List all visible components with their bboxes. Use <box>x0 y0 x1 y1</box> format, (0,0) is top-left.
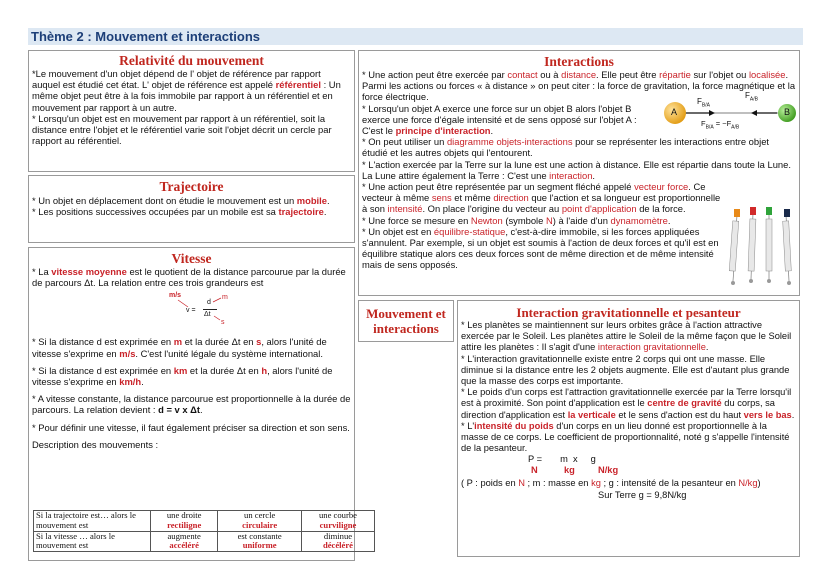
mouvements-table <box>33 510 375 552</box>
object-b-label: B <box>784 107 791 117</box>
trajectoire-box <box>28 175 355 243</box>
trajectoire-text: * Un objet en déplacement dont on étudie le mouvement est un mobile. * Les positions successives occupées par un mobile est sa trajectoire. <box>32 195 330 218</box>
force-ab-label: $F_{A/B}$ <box>745 91 758 103</box>
relativite-text: *Le mouvement d'un objet dépend de l' objet de référence par rapport auquel est étudié cet état. L' objet de référence est appelé référentiel : Un même objet peut être à la fois immobile par rapport à un référentiel et en mouvement par rapport à un autre. * Lorsqu'un objet est en mouvement par rapport à un référentiel, soit la distance entre l'objet et le référentiel varie soit l'objet décrit un cercle par rapport au référentiel. <box>32 68 341 147</box>
vitesse-text-2: * Si la distance d est exprimée en m et la durée Δt en s, alors l'unité de vitesse s'exprime en m/s. C'est l'unité légale du système international. * Si la distance d est exprimée en km et la durée Δt en h, alors l'unité de vitesse s'exprime en km/h. * A vitesse constante, la distance parcourue est proportionnelle à la durée de parcours. La relation devient : d = v x Δt. * Pour définir une vitesse, il faut également préciser sa direction et son sens. Description des mouvements : <box>32 336 351 450</box>
poids-equation: P = m x g N kg N/kg <box>528 454 619 476</box>
term-vitesse-moyenne: vitesse moyenne <box>51 266 127 277</box>
relativite-box <box>28 50 355 172</box>
gravitation-box <box>457 300 800 557</box>
term-mobile: mobile <box>296 195 327 206</box>
interaction-diagram <box>657 91 797 137</box>
interaction-diagram-graphic <box>657 97 797 137</box>
relativite-title: Relativité du mouvement <box>119 53 264 68</box>
force-equation: $F_{B/A} = -F_{A/B}$ <box>701 119 740 131</box>
term-trajectoire: trajectoire <box>278 206 324 218</box>
page-title: Thème 2 : Mouvement et interactions <box>28 28 803 45</box>
vitesse-box <box>28 247 355 561</box>
vitesse-formula: m/s v = d m Δt s <box>169 292 259 332</box>
formula-arrows <box>169 292 259 332</box>
gravitation-text: * Les planètes se maintiennent sur leurs orbites grâce à l'action attractive exercée par le Soleil. Les planètes attire le Soleil de la même façon que le Soleil attire les planètes : Il s'agit d'une interaction gravitationnelle. * L'interaction gravitationnelle existe entre 2 corps qui ont une masse. Elle diminue si la distance entre les 2 objets augmente. Elle est d'autant plus grande que la masse des corps est importante. * Le poids d'un corps est l'attraction gravitationnelle exercée par la Terre lorsqu'il est à proximité. Son point d'application est le centre de gravité du corps, sa direction d'application est la verticale et le sens d'action est du haut vers le bas. * L'intensité du poids d'un corps en un lieu donné est proportionnelle à la masse de ce corps. Le coefficient de proportionnalité, noté g s'appelle l'intensité de la pesanteur. <box>461 320 795 454</box>
g-terre: Sur Terre g = 9,8N/kg <box>598 489 687 500</box>
interactions-title: Interactions <box>544 54 614 69</box>
table-row: Si la vitesse … alors le mouvement est augmente accéléré est constante uniforme diminue décéléré <box>34 531 375 552</box>
poids-legend: ( P : poids en N ; m : masse en kg ; g : intensité de la pesanteur en N/kg) <box>461 478 761 489</box>
dynamometres-illustration <box>729 201 799 291</box>
table-row: Si la trajectoire est… alors le mouvement est une droite rectiligne un cercle circulaire une courbe curviligne <box>34 511 375 532</box>
trajectoire-title: Trajectoire <box>159 179 224 194</box>
mvt-label-line1: Mouvement et <box>366 306 446 321</box>
mvt-interactions-label-box <box>358 300 454 342</box>
mvt-label-line2: interactions <box>373 321 439 336</box>
interactions-box <box>358 50 800 296</box>
dynamometre-icon <box>729 201 799 291</box>
term-referentiel: référentiel <box>275 79 321 91</box>
vitesse-text: * La vitesse moyenne est le quotient de la distance parcourue par la durée de parcours Δt. La relation entre ces trois grandeurs est <box>32 266 346 289</box>
vitesse-title: Vitesse <box>171 251 212 266</box>
interactions-text: * Une action peut être exercée par contact ou à distance. Elle peut être répartie sur l'objet ou localisée. Parmi les actions ou forces « à distance » on peut citer : la force de gravitation, la force magnétique et la force électrique. * Lorsqu'un objet A exerce une force sur un objet B alors l'objet B exerce une force d'égale intensité et de sens opposé sur l'objet A : C'est le principe d'interaction. * On peut utiliser un diagramme objets-interactions pour se représenter les interactions entre objet étudié et les autres objets qui l'entourent. * L'action exercée par la Terre sur la lune est une action à distance. Elle est répartie dans toute la Lune. La Lune attire également la Terre : C'est une interaction. * Une action peut être représentée par un segment fléché appelé vecteur force. Ce vecteur à même sens et même direction que l'action et sa longueur est proportionnelle à son intensité. On place l'origine du vecteur au point d'application de la force. * Une force se mesure en Newton (symbole N) à l'aide d'un dynamomètre. * Un objet est en équilibre-statique, c'est-à-dire immobile, si les forces appliquées s'annulent. Par exemple, si un objet est soumis à l'action de deux forces et qu'il est en équilibre statique alors ces deux forces sont de même direction et de même intensité mais de sens opposés. <box>362 69 796 271</box>
gravitation-title: Interaction gravitationnelle et pesanteur <box>516 305 741 320</box>
object-a-label: A <box>671 107 678 117</box>
force-ba-label: $F_{B/A}$ <box>697 97 710 109</box>
